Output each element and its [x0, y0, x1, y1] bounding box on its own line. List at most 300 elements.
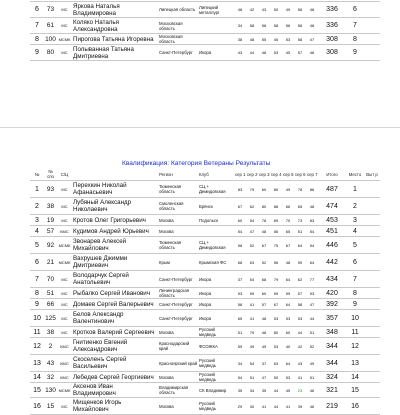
series-score-cell: 41 — [246, 310, 258, 327]
series-score-cell: 63 — [246, 254, 258, 271]
shootoff-cell — [364, 215, 380, 226]
series-score-cell: 67 — [282, 237, 294, 254]
category-cell: МС — [57, 327, 72, 338]
series-score-cell: 34 — [234, 355, 246, 372]
table-row — [30, 18, 380, 34]
series-score-cell: 59 — [270, 288, 282, 299]
series-score-cell: 52 — [258, 254, 270, 271]
bib-cell: 125 — [44, 310, 57, 327]
total-cell: 336 — [318, 18, 346, 34]
series-score-cell: 56 — [294, 2, 306, 18]
bib-cell: 80 — [44, 45, 57, 61]
results-table-body — [30, 181, 380, 415]
region-cell: Московская область — [158, 34, 198, 45]
series-score-cell: 41 — [282, 398, 294, 415]
place-cell: 6 — [30, 2, 44, 18]
series-score-cell: 57 — [294, 288, 306, 299]
bib-cell: 66 — [44, 299, 57, 310]
table-row — [30, 355, 380, 372]
place-cell: 7 — [30, 18, 44, 34]
series-score-cell: 47 — [258, 372, 270, 383]
place-cell: 2 — [30, 198, 44, 215]
top-results-table — [30, 0, 380, 61]
series-score-cell: 48 — [306, 198, 318, 215]
series-score-cell: 89 — [270, 215, 282, 226]
name-cell: Гнитиенко Евгений Александрович — [72, 338, 158, 355]
region-cell: Липецкая область — [158, 2, 198, 18]
category-cell: МС — [57, 198, 72, 215]
rank-cell: 9 — [346, 299, 364, 310]
region-cell: Тюменская область — [158, 181, 198, 198]
rank-cell: 3 — [346, 215, 364, 226]
name-cell: Домаев Сергей Валерьевич — [72, 299, 158, 310]
series-score-cell: 56 — [294, 18, 306, 34]
series-score-cell: 41 — [294, 372, 306, 383]
series-score-cell: 41 — [258, 398, 270, 415]
rank-cell: 13 — [346, 355, 364, 372]
name-cell: Кротков Валерий Сергеевич — [72, 327, 158, 338]
rank-cell: 14 — [346, 372, 364, 383]
rank-cell: 7 — [346, 18, 364, 34]
header-place: Место — [346, 168, 364, 181]
series-score-cell: 66 — [282, 198, 294, 215]
name-cell: Коляко Наталья Александровна — [72, 18, 158, 34]
region-cell: Красноярский край — [158, 355, 198, 372]
place-cell: 4 — [30, 226, 44, 237]
series-score-cell: 44 — [294, 327, 306, 338]
rank-cell: 4 — [346, 226, 364, 237]
series-score-cell: 70 — [282, 215, 294, 226]
series-score-cell: 44 — [306, 310, 318, 327]
series-score-cell: 45 — [282, 45, 294, 61]
series-score-cell: 29 — [234, 398, 246, 415]
total-cell: 392 — [318, 299, 346, 310]
series-score-cell: 65 — [234, 310, 246, 327]
bib-cell: 38 — [44, 327, 57, 338]
table-row — [30, 299, 380, 310]
total-cell: 344 — [318, 338, 346, 355]
region-cell: Москва — [158, 398, 198, 415]
bib-cell: 57 — [44, 226, 57, 237]
series-score-cell: 49 — [282, 181, 294, 198]
total-cell: 321 — [318, 383, 346, 398]
series-score-cell: 30 — [246, 398, 258, 415]
series-score-cell: 60 — [258, 288, 270, 299]
place-cell: 9 — [30, 45, 44, 61]
shootoff-cell — [364, 327, 380, 338]
series-score-cell: 45 — [270, 34, 282, 45]
results-table — [30, 168, 380, 415]
series-score-cell: 67 — [270, 299, 282, 310]
shootoff-cell — [364, 198, 380, 215]
rank-cell: 7 — [346, 271, 364, 288]
club-cell: Икора — [198, 299, 234, 310]
shootoff-cell — [364, 237, 380, 254]
series-score-cell: 57 — [258, 299, 270, 310]
category-cell: МС — [57, 398, 72, 415]
series-score-cell: 38 — [234, 34, 246, 45]
series-score-cell: 48 — [306, 18, 318, 34]
region-cell: Санкт-Петербург — [158, 45, 198, 61]
category-cell: МС — [57, 299, 72, 310]
series-score-cell: 83 — [306, 215, 318, 226]
region-cell: Москва — [158, 215, 198, 226]
series-score-cell: 37 — [258, 355, 270, 372]
rank-cell: 12 — [346, 338, 364, 355]
series-score-cell: 42 — [294, 338, 306, 355]
bib-cell: 61 — [44, 18, 57, 34]
series-score-cell: 83 — [234, 181, 246, 198]
series-score-cell: 53 — [282, 372, 294, 383]
bib-cell: 92 — [44, 237, 57, 254]
region-cell: Москва — [158, 372, 198, 383]
place-cell: 16 — [30, 398, 44, 415]
category-cell: МС — [57, 181, 72, 198]
rank-cell: 6 — [346, 254, 364, 271]
bib-cell: 130 — [44, 383, 57, 398]
series-score-cell: 77 — [306, 271, 318, 288]
header-region: Регион — [158, 168, 198, 181]
bib-cell: 51 — [44, 288, 57, 299]
series-score-cell: 48 — [258, 310, 270, 327]
table-row — [30, 215, 380, 226]
total-cell: 348 — [318, 327, 346, 338]
series-score-cell: 41 — [246, 299, 258, 310]
series-score-cell: 46 — [306, 383, 318, 398]
series-score-cell: 48 — [258, 45, 270, 61]
bib-cell: 43 — [44, 355, 57, 372]
series-score-cell: 53 — [270, 310, 282, 327]
shootoff-cell — [364, 271, 380, 288]
header-name — [72, 168, 158, 181]
series-score-cell: 53 — [282, 34, 294, 45]
series-score-cell: 35 — [258, 383, 270, 398]
series-score-cell: 48 — [246, 34, 258, 45]
region-cell: Смоленская область — [158, 198, 198, 215]
club-cell: Русский медведь — [198, 355, 234, 372]
shootoff-cell — [364, 310, 380, 327]
header-shootoff: Выт р — [364, 168, 380, 181]
rank-cell: 8 — [346, 288, 364, 299]
series-score-cell: 53 — [270, 45, 282, 61]
series-score-cell: 42 — [246, 2, 258, 18]
header-s4: сер 4 — [270, 168, 282, 181]
series-score-cell: 53 — [234, 288, 246, 299]
series-score-cell: 64 — [306, 254, 318, 271]
header-cat: С/Ц — [57, 168, 72, 181]
total-cell: 357 — [318, 310, 346, 327]
series-score-cell: 64 — [282, 271, 294, 288]
bib-cell: 70 — [44, 271, 57, 288]
table-row — [30, 226, 380, 237]
series-score-cell: 44 — [270, 398, 282, 415]
club-cell: ФСОЖКА — [198, 338, 234, 355]
series-score-cell: 86 — [306, 181, 318, 198]
series-score-cell: 62 — [246, 198, 258, 215]
top-table-body — [30, 2, 380, 61]
series-score-cell: 48 — [258, 327, 270, 338]
total-cell: 336 — [318, 2, 346, 18]
bib-cell: 73 — [44, 2, 57, 18]
category-cell: МСМК — [57, 383, 72, 398]
series-score-cell: 47 — [246, 226, 258, 237]
series-score-cell: 65 — [282, 226, 294, 237]
series-score-cell: 53 — [294, 310, 306, 327]
region-cell: Тюменская область — [158, 237, 198, 254]
rank-cell: 15 — [346, 383, 364, 398]
name-cell: Перехкин Николай Афанасьевич — [72, 181, 158, 198]
shootoff-cell — [364, 338, 380, 355]
series-score-cell: 59 — [294, 254, 306, 271]
table-row — [30, 34, 380, 45]
header-no: № — [30, 168, 44, 181]
series-score-cell: 47 — [306, 299, 318, 310]
category-cell: МС — [57, 45, 72, 61]
category-cell: КМС — [57, 355, 72, 372]
series-score-cell: 75 — [270, 237, 282, 254]
place-cell: 8 — [30, 34, 44, 45]
series-score-cell: 49 — [282, 2, 294, 18]
table-row — [30, 2, 380, 18]
club-cell: СК Владимир — [198, 383, 234, 398]
series-score-cell: 68 — [234, 254, 246, 271]
region-cell: Московская область — [158, 18, 198, 34]
total-cell: 442 — [318, 254, 346, 271]
series-score-cell: 52 — [306, 338, 318, 355]
region-cell: Санкт-Петербург — [158, 310, 198, 327]
series-score-cell: 37 — [234, 271, 246, 288]
place-cell: 9 — [30, 299, 44, 310]
category-cell: МСМК — [57, 237, 72, 254]
total-cell: 420 — [318, 288, 346, 299]
series-score-cell: 53 — [306, 288, 318, 299]
series-score-cell: 80 — [258, 198, 270, 215]
rank-cell: 10 — [346, 310, 364, 327]
series-score-cell: 49 — [258, 338, 270, 355]
series-score-cell: 58 — [258, 18, 270, 34]
club-cell — [198, 18, 234, 34]
header-s7: сер 7 — [306, 168, 318, 181]
series-score-cell: 79 — [246, 327, 258, 338]
club-cell: Русский медведь — [198, 398, 234, 415]
series-score-cell: 79 — [246, 181, 258, 198]
club-cell: Брянск — [198, 198, 234, 215]
header-s5: сер 5 — [282, 168, 294, 181]
series-score-cell: 68 — [258, 271, 270, 288]
rank-cell: 11 — [346, 327, 364, 338]
series-score-cell: 58 — [234, 237, 246, 254]
series-score-cell: 35 — [234, 383, 246, 398]
series-score-cell: 78 — [294, 181, 306, 198]
series-score-cell: 23 — [294, 383, 306, 398]
table-row — [30, 383, 380, 398]
table-row — [30, 198, 380, 215]
rank-cell: 9 — [346, 45, 364, 61]
shootoff-cell — [364, 355, 380, 372]
name-cell: Рыбалко Сергей Иванович — [72, 288, 158, 299]
series-score-cell: 73 — [294, 215, 306, 226]
series-score-cell: 40 — [282, 338, 294, 355]
category-cell: КМС — [57, 372, 72, 383]
series-score-cell: 88 — [270, 198, 282, 215]
category-cell: КМС — [57, 338, 72, 355]
series-score-cell: 48 — [306, 2, 318, 18]
region-cell: Ленинградская область — [158, 288, 198, 299]
region-cell: Санкт-Петербург — [158, 271, 198, 288]
series-score-cell: 49 — [246, 338, 258, 355]
category-cell: МС — [57, 2, 72, 18]
club-cell — [198, 226, 234, 237]
series-score-cell: 47 — [306, 34, 318, 45]
series-score-cell: 58 — [246, 18, 258, 34]
bib-cell: 2 — [44, 338, 57, 355]
total-cell: 308 — [318, 45, 346, 61]
series-score-cell: 64 — [282, 355, 294, 372]
shootoff-cell — [364, 181, 380, 198]
series-score-cell: 58 — [270, 18, 282, 34]
club-cell: Икора — [198, 288, 234, 299]
table-header — [30, 168, 380, 181]
series-score-cell: 54 — [234, 226, 246, 237]
club-cell — [198, 34, 234, 45]
region-cell: Краснодарский край — [158, 338, 198, 355]
series-score-cell: 51 — [306, 327, 318, 338]
series-score-cell: 64 — [282, 299, 294, 310]
rank-cell: 8 — [346, 34, 364, 45]
place-cell: 12 — [30, 338, 44, 355]
name-cell: Скоселенъ Сергей Васильевич — [72, 355, 158, 372]
club-cell: Икора — [198, 310, 234, 327]
series-score-cell: 58 — [294, 299, 306, 310]
category-cell: МС — [57, 310, 72, 327]
series-score-cell: 56 — [270, 226, 282, 237]
series-score-cell: 39 — [294, 398, 306, 415]
series-score-cell: 57 — [294, 45, 306, 61]
place-cell: 3 — [30, 215, 44, 226]
series-score-cell: 34 — [234, 18, 246, 34]
series-score-cell: 54 — [306, 226, 318, 237]
club-cell: СЦ + Демидовская — [198, 237, 234, 254]
series-score-cell: 78 — [258, 215, 270, 226]
category-cell: МС — [57, 288, 72, 299]
series-score-cell: 53 — [270, 338, 282, 355]
series-score-cell: 46 — [306, 45, 318, 61]
series-score-cell: 54 — [246, 215, 258, 226]
club-cell: Крымская ФС — [198, 254, 234, 271]
category-cell: КМС — [57, 226, 72, 237]
series-score-cell: 43 — [258, 2, 270, 18]
shootoff-cell — [364, 18, 380, 34]
series-score-cell: 51 — [294, 226, 306, 237]
series-score-cell: 51 — [246, 372, 258, 383]
category-cell: МС — [57, 215, 72, 226]
series-score-cell: 58 — [294, 34, 306, 45]
rank-cell: 5 — [346, 237, 364, 254]
place-cell: 15 — [30, 383, 44, 398]
series-score-cell: 44 — [246, 45, 258, 61]
shootoff-cell — [364, 45, 380, 61]
header-nr: № спо — [44, 168, 57, 181]
total-cell: 474 — [318, 198, 346, 215]
club-cell: Подольск — [198, 215, 234, 226]
table-row — [30, 338, 380, 355]
name-cell: Мищенков Игорь Михайлович — [72, 398, 158, 415]
place-cell: 10 — [30, 310, 44, 327]
table-row — [30, 310, 380, 327]
series-score-cell: 53 — [282, 310, 294, 327]
total-cell: 487 — [318, 181, 346, 198]
name-cell: Кудимов Андрей Юрьевич — [72, 226, 158, 237]
series-score-cell: 60 — [234, 215, 246, 226]
table-row — [30, 327, 380, 338]
page-gap — [0, 77, 400, 127]
shootoff-cell — [364, 299, 380, 310]
category-cell: МСМК — [57, 34, 72, 45]
series-score-cell: 45 — [282, 383, 294, 398]
series-score-cell: 34 — [246, 383, 258, 398]
region-cell: Санкт-Петербург — [158, 299, 198, 310]
series-score-cell: 51 — [306, 372, 318, 383]
series-score-cell: 43 — [234, 45, 246, 61]
series-score-cell: 80 — [270, 181, 282, 198]
series-score-cell: 65 — [294, 198, 306, 215]
header-s2: сер 2 — [246, 168, 258, 181]
header-s3: сер 3 — [258, 168, 270, 181]
series-score-cell: 43 — [294, 355, 306, 372]
total-cell: 451 — [318, 226, 346, 237]
series-score-cell: 54 — [246, 355, 258, 372]
series-score-cell: 49 — [306, 355, 318, 372]
place-cell: 11 — [30, 327, 44, 338]
category-cell: МС — [57, 271, 72, 288]
name-cell: Полыванная Татьяна Дмитриевна — [72, 45, 158, 61]
table-row — [30, 398, 380, 415]
total-cell: 434 — [318, 271, 346, 288]
series-score-cell: 44 — [270, 383, 282, 398]
club-cell: Икора — [198, 271, 234, 288]
series-score-cell: 52 — [246, 237, 258, 254]
name-cell: Вахрушев Джимми Дмитриевич — [72, 254, 158, 271]
series-score-cell: 54 — [234, 372, 246, 383]
series-score-cell: 48 — [258, 226, 270, 237]
rank-cell: 2 — [346, 198, 364, 215]
series-score-cell: 55 — [258, 34, 270, 45]
bib-cell: 32 — [44, 372, 57, 383]
name-cell: Звонарев Алексей Михайлович — [72, 237, 158, 254]
series-score-cell: 80 — [270, 327, 282, 338]
total-cell: 344 — [318, 355, 346, 372]
place-cell: 13 — [30, 355, 44, 372]
series-score-cell: 63 — [270, 355, 282, 372]
shootoff-cell — [364, 398, 380, 415]
shootoff-cell — [364, 226, 380, 237]
name-cell: Аксенов Иван Владимирович — [72, 383, 158, 398]
table-row — [30, 45, 380, 61]
header-s6: сер 6 — [294, 168, 306, 181]
name-cell: Лубяный Александр Николаевич — [72, 198, 158, 215]
region-cell: Крым — [158, 254, 198, 271]
total-cell: 453 — [318, 215, 346, 226]
series-score-cell: 58 — [234, 299, 246, 310]
club-cell: Русский медведь — [198, 372, 234, 383]
place-cell: 5 — [30, 237, 44, 254]
rank-cell: 1 — [346, 181, 364, 198]
series-score-cell: 67 — [258, 237, 270, 254]
series-score-cell: 46 — [306, 398, 318, 415]
series-score-cell: 59 — [282, 288, 294, 299]
header-s1: сер 1 — [234, 168, 246, 181]
club-cell: Русский медведь — [198, 327, 234, 338]
